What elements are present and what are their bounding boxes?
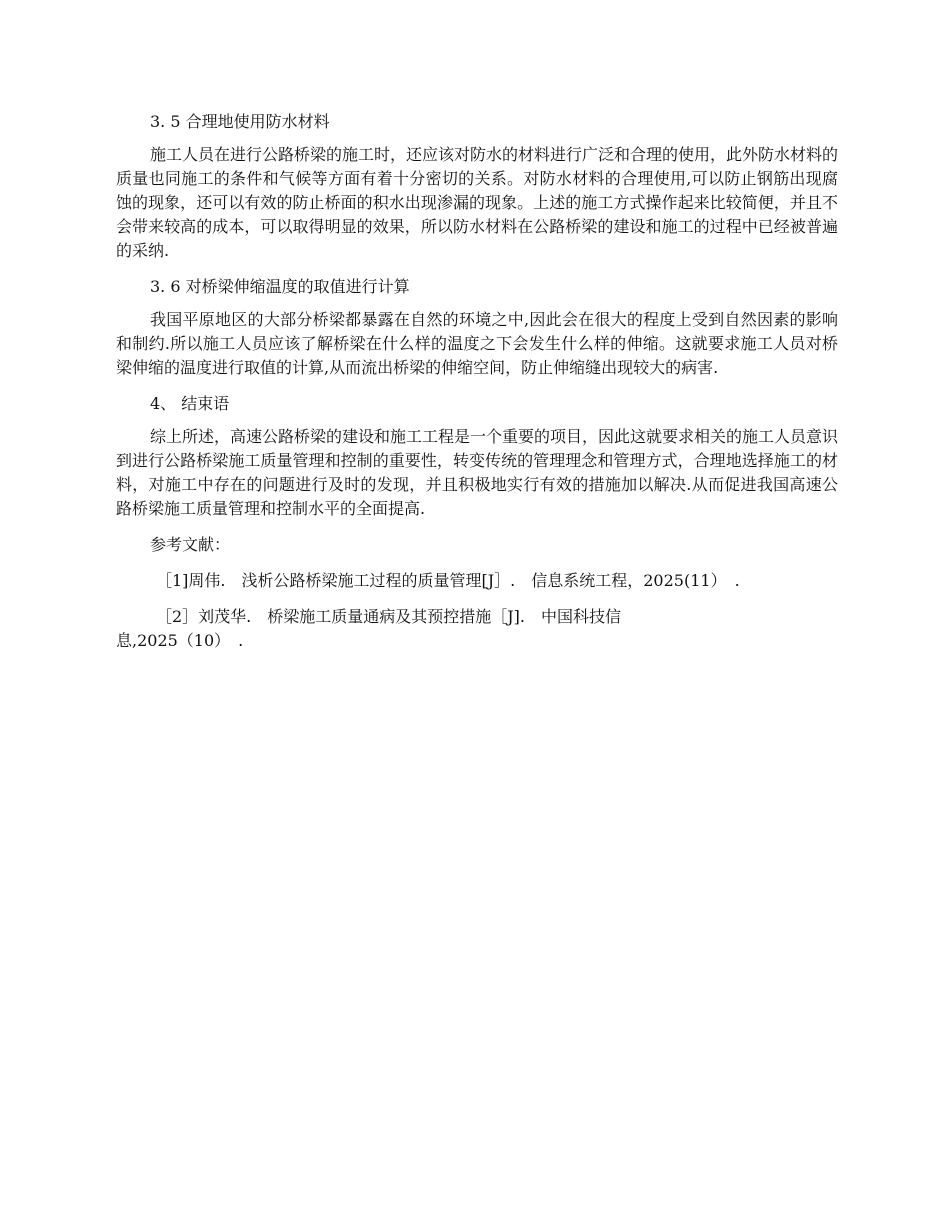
reference-item-1: ［1]周伟. 浅析公路桥梁施工过程的质量管理[J］. 信息系统工程，2025(11） .: [156, 571, 740, 590]
reference-item-2-line-1: ［2］刘茂华. 桥梁施工质量通病及其预控措施［J]. 中国科技信: [156, 607, 622, 626]
references-title: 参考文献：: [150, 535, 231, 554]
section-heading-3-6: 3. 6 对桥梁伸缩温度的取值进行计算: [150, 277, 410, 296]
section-paragraph-4: 综上所述，高速公路桥梁的建设和施工工程是一个重要的项目，因此这就要求相关的施工人员意识到进行公路桥梁施工质量管理和控制的重要性，转变传统的管理理念和管理方式，合理地选择施工的材料，对施工中存在的问题进行及时的发现，并且积极地实行有效的措施加以解决.从而促进我国高速公路桥梁施工质量管理和控制水平的全面提高.: [116, 427, 839, 518]
section-heading-3-5: 3. 5 合理地使用防水材料: [150, 112, 330, 131]
section-heading-4: 4、 结束语: [150, 394, 230, 413]
reference-item-2-line-2: 息,2025（10） .: [116, 631, 244, 650]
document-body: [116, 110, 838, 653]
section-paragraph-3-6: 我国平原地区的大部分桥梁都暴露在自然的环境之中,因此会在很大的程度上受到自然因素的影响和制约.所以施工人员应该了解桥梁在什么样的温度之下会发生什么样的伸缩。这就要求施工人员对桥梁伸缩的温度进行取值的计算,从而流出桥梁的伸缩空间，防止伸缩缝出现较大的病害.: [116, 310, 838, 377]
section-paragraph-3-5: 施工人员在进行公路桥梁的施工时，还应该对防水的材料进行广泛和合理的使用，此外防水材料的质量也同施工的条件和气候等方面有着十分密切的关系。对防水材料的合理使用,可以防止钢筋出现腐蚀的现象，还可以有效的防止桥面的积水出现渗漏的现象。上述的施工方式操作起来比较简便，并且不会带来较高的成本，可以取得明显的效果，所以防水材料在公路桥梁的建设和施工的过程中已经被普遍的采纳.: [116, 145, 839, 260]
reference-item-2: [116, 605, 838, 653]
